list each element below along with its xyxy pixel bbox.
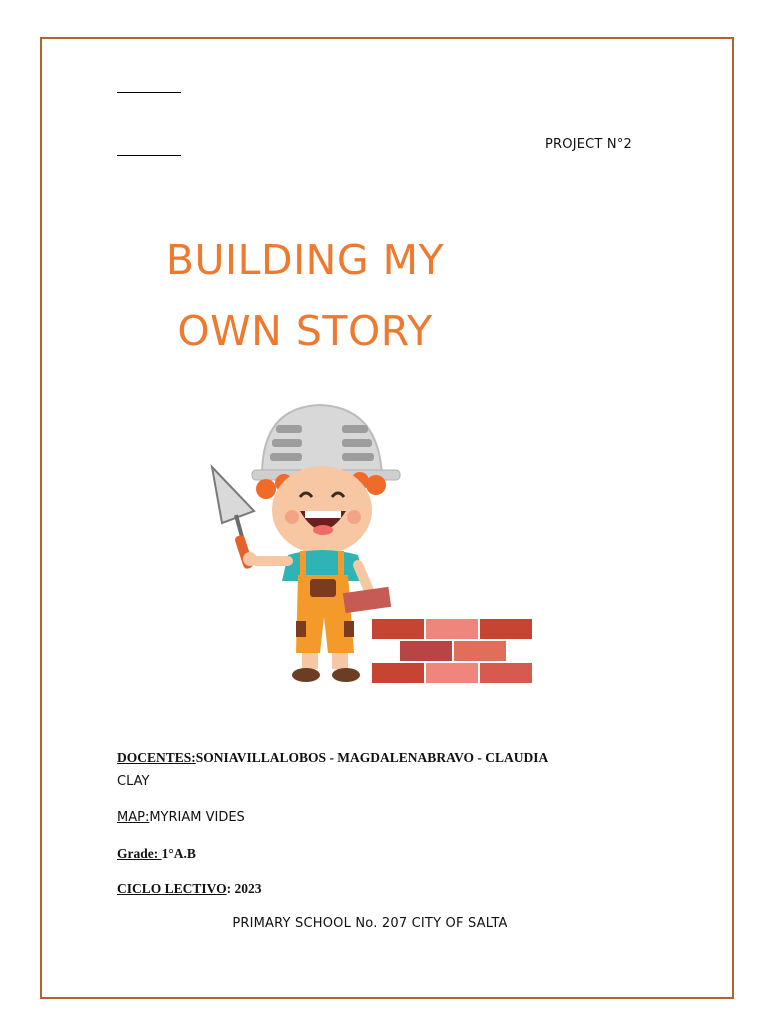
docentes-line — [117, 750, 548, 766]
blank-line-1 — [117, 92, 181, 93]
ciclo-label: CICLO LECTIVO — [117, 881, 227, 896]
grade-value: 1°A.B — [161, 846, 196, 861]
title-line-1: BUILDING MY — [165, 236, 445, 284]
docentes-label: DOCENTES: — [117, 750, 196, 765]
map-line — [117, 810, 245, 825]
grade-label: Grade: — [117, 846, 162, 861]
project-number: PROJECT N°2 — [545, 137, 632, 152]
ciclo-line — [117, 881, 262, 897]
map-label: MAP: — [117, 810, 150, 825]
docentes-continuation: CLAY — [117, 774, 150, 789]
blank-line-2 — [117, 155, 181, 156]
builder-boy-illustration — [192, 385, 552, 725]
grade-line — [117, 846, 196, 862]
school-name: PRIMARY SCHOOL No. 207 CITY OF SALTA — [232, 916, 508, 931]
map-value: MYRIAM VIDES — [149, 810, 245, 825]
docentes-value: SONIAVILLALOBOS - MAGDALENABRAVO - CLAUDIA — [195, 750, 549, 765]
ciclo-value: : 2023 — [226, 881, 262, 896]
title-line-2: OWN STORY — [177, 307, 433, 355]
